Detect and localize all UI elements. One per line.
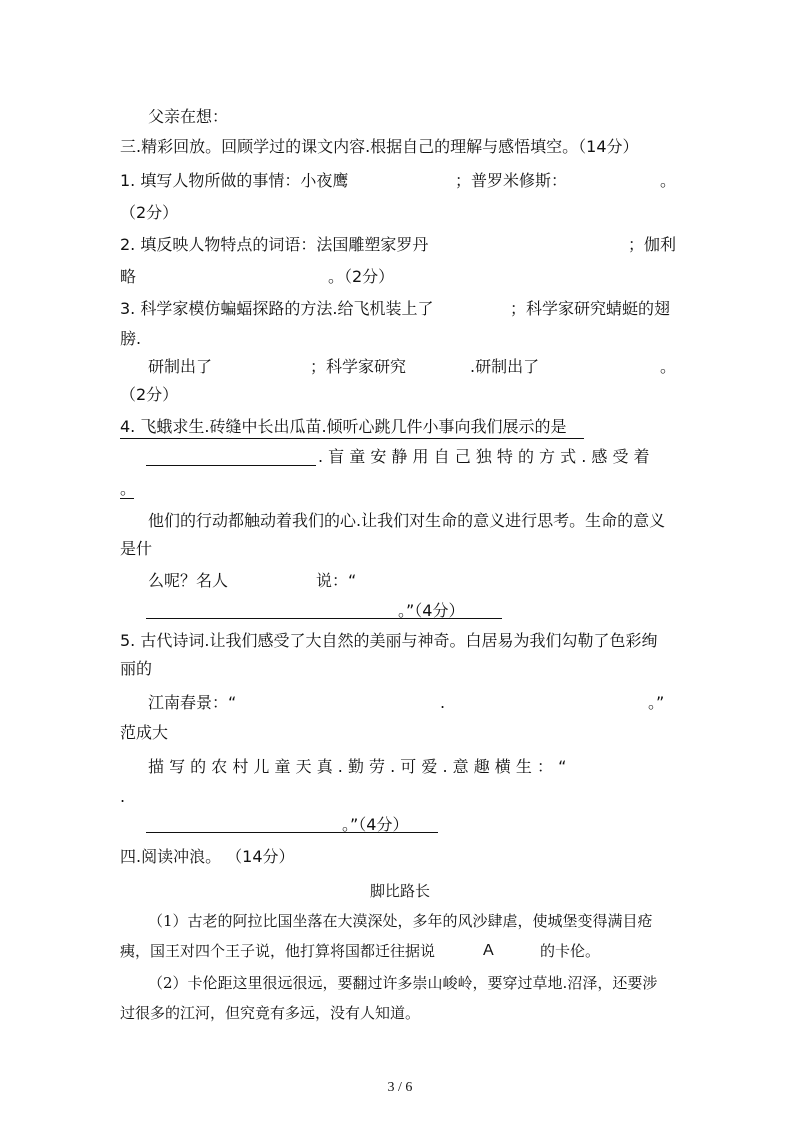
blank-label-a: A [483,942,494,959]
question-5-line: . [120,787,126,806]
question-3-line: ；科学家研究蜻蜓的翅 [510,299,671,318]
question-5-line: . [440,693,446,712]
question-4-line: 4. 飞蛾求生.砖缝中长出瓜苗.倾听心跳几件小事向我们展示的是 [120,417,567,436]
question-1-line: 。 [660,171,677,190]
question-4-line: 。”（4分） [398,601,465,620]
story-title: 脚比路长 [370,882,431,900]
question-4-line: 。 [120,479,137,498]
question-3-line: 。 [660,357,677,376]
score-note: （2分） [120,385,179,404]
page-number: 3 / 6 [387,1080,413,1095]
answer-blank [146,618,502,619]
underline [120,438,584,439]
section-three-title: 三.精彩回放。回顾学过的课文内容.根据自己的理解与感悟填空。（14分） [120,137,639,156]
question-1-line: ；普罗米修斯： [455,171,568,190]
score-note: （2分） [120,203,179,222]
question-4-line: 说：“ [316,571,357,590]
question-2-line: ；伽利 [628,235,677,254]
paragraph-line: 的卡伦。 [540,942,601,960]
question-5-line: 范成大 [120,723,169,742]
question-5-line: 江南春景：“ [148,693,237,712]
question-3-line: ；科学家研究 [310,357,407,376]
question-1-line: 1. 填写人物所做的事情：小夜鹰 [120,171,349,190]
section-four-title: 四.阅读冲浪。 （14分） [120,847,295,866]
question-3-line: 膀. [120,329,142,348]
score-note: 。（2分） [328,267,395,286]
paragraph-line: 过很多的江河，但究竟有多远，没有人知道。 [120,1004,421,1022]
question-4-line: 他们的行动都触动着我们的心.让我们对生命的意义进行思考。生命的意义 [148,511,666,530]
question-3-line: 3. 科学家模仿蝙蝠探路的方法.给飞机装上了 [120,299,434,318]
question-4-line: . 盲 童 安 静 用 自 己 独 特 的 方 式 . 感 受 着 [318,447,650,466]
question-5-line: 。” [648,693,665,712]
answer-blank [146,832,438,833]
paragraph-line: （1）古老的阿拉比国坐落在大漠深处，多年的风沙肆虐，使城堡变得满目疮 [148,912,653,930]
question-4-line: 是什 [120,539,153,558]
question-3-line: .研制出了 [470,357,540,376]
text-line: 父亲在想： [148,107,229,126]
question-3-line: 研制出了 [148,357,213,376]
question-5-line: 5. 古代诗词.让我们感受了大自然的美丽与神奇。白居易为我们勾勒了色彩绚 [120,631,658,650]
question-5-line: 。”（4分） [342,815,409,834]
question-5-line: 描 写 的 农 村 儿 童 天 真 . 勤 劳 . 可 爱 . 意 趣 横 生 ： “ [148,757,567,776]
underline [120,498,134,499]
answer-blank [146,465,316,466]
question-5-line: 丽的 [120,659,153,678]
question-2-line: 略 [120,267,137,286]
paragraph-line: （2）卡伦距这里很远很远，要翻过许多崇山峻岭，要穿过草地.沼泽，还要涉 [148,974,658,992]
paragraph-line: 痍，国王对四个王子说，他打算将国都迁往据说 [120,942,436,960]
question-2-line: 2. 填反映人物特点的词语：法国雕塑家罗丹 [120,235,429,254]
question-4-line: 么呢？名人 [148,571,229,590]
